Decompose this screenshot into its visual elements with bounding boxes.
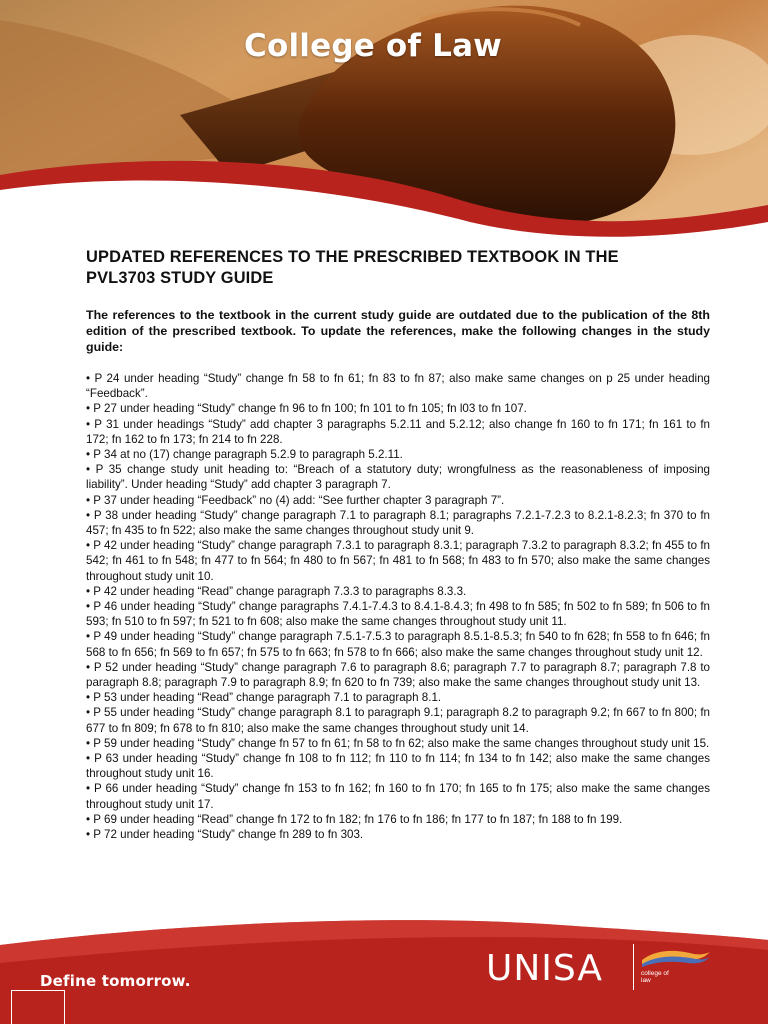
list-item: • P 63 under heading “Study” change fn 108 to fn 112; fn 110 to fn 114; fn 134 to fn 142; also make the same changes throughout study unit 16. (86, 752, 710, 781)
list-item: • P 59 under heading “Study” change fn 57 to fn 61; fn 58 to fn 62; also make the same changes throughout study unit 15. (86, 736, 710, 750)
document-title-line: UPDATED REFERENCES TO THE PRESCRIBED TEXTBOOK IN THE (86, 248, 619, 266)
list-item: • P 31 under headings “Study” add chapter 3 paragraphs 5.2.11 and 5.2.12; also change fn 160 to fn 171; fn 161 to fn 172; fn 162 to fn 173; fn 214 to fn 228. (86, 417, 710, 446)
corner-frame (11, 990, 65, 1024)
change-list (86, 371, 710, 842)
college-of-law-title: College of Law (244, 28, 503, 64)
document-title-line: PVL3703 STUDY GUIDE (86, 269, 274, 287)
unisa-flag-icon (640, 946, 712, 968)
logo-divider (633, 944, 634, 990)
list-item: • P 53 under heading “Read” change paragraph 7.1 to paragraph 8.1. (86, 691, 442, 705)
list-item: • P 34 at no (17) change paragraph 5.2.9 to paragraph 5.2.11. (86, 448, 403, 462)
document-body (86, 247, 710, 842)
list-item: • P 46 under heading “Study” change paragraphs 7.4.1-7.4.3 to 8.4.1-8.4.3; fn 498 to fn 585; fn 502 to fn 589; fn 506 to fn 593; fn 510 to fn 597; fn 521 to fn 608; also make the same changes throughout study unit 11. (86, 600, 710, 629)
list-item: • P 42 under heading “Study” change paragraph 7.3.1 to paragraph 8.3.1; paragraph 7.3.2 to paragraph 8.3.2; fn 455 to fn 542; fn 461 to fn 548; fn 477 to fn 564; fn 480 to fn 567; fn 481 to fn 568; fn 483 to fn 570; also make the same changes throughout study unit 10. (86, 539, 710, 583)
list-item: • P 27 under heading “Study” change fn 96 to fn 100; fn 101 to fn 105; fn l03 to fn 107. (86, 402, 527, 416)
list-item: • P 42 under heading “Read” change paragraph 7.3.3 to paragraphs 8.3.3. (86, 584, 467, 598)
list-item: • P 24 under heading “Study” change fn 58 to fn 61; fn 83 to fn 87; also make same changes on p 25 under heading “Feedback”. (86, 372, 710, 401)
header-banner (0, 0, 768, 245)
list-item: • P 35 change study unit heading to: “Breach of a statutory duty; wrongfulness as the reasonableness of imposing liability”. Under heading “Study” add chapter 3 paragraph 7. (86, 463, 710, 492)
list-item: • P 55 under heading “Study” change paragraph 8.1 to paragraph 9.1; paragraph 8.2 to paragraph 9.2; fn 667 to fn 800; fn 677 to fn 809; fn 678 to fn 810; also make the same changes throughout study unit 14. (86, 706, 710, 735)
list-item: • P 37 under heading “Feedback” no (4) add: “See further chapter 3 paragraph 7”. (86, 493, 505, 507)
college-caption-line: law (641, 977, 651, 984)
college-of-law-caption (641, 970, 681, 984)
list-item: • P 72 under heading “Study” change fn 289 to fn 303. (86, 828, 364, 842)
list-item: • P 52 under heading “Study” change paragraph 7.6 to paragraph 8.6; paragraph 7.7 to paragraph 8.7; paragraph 7.8 to paragraph 8.8; paragraph 7.9 to paragraph 8.9; fn 620 to fn 739; also make the same changes throughout study unit 13. (86, 660, 710, 690)
list-item: • P 49 under heading “Study” change paragraph 7.5.1-7.5.3 to paragraph 8.5.1-8.5.3; fn 540 to fn 628; fn 558 to fn 646; fn 568 to fn 656; fn 569 to fn 657; fn 575 to fn 663; fn 578 to fn 666; also make the same changes throughout study unit 12. (86, 630, 710, 659)
list-item: • P 66 under heading “Study” change fn 153 to fn 162; fn 160 to fn 170; fn 165 to fn 175; also make the same changes throughout study unit 17. (86, 782, 710, 811)
unisa-logo-text: UNISA (486, 948, 604, 989)
document-title (86, 247, 710, 289)
slogan: Define tomorrow. (40, 972, 191, 990)
list-item: • P 69 under heading “Read” change fn 172 to fn 182; fn 176 to fn 186; fn 177 to fn 187; fn 188 to fn 199. (86, 812, 623, 826)
list-item: • P 38 under heading “Study” change paragraph 7.1 to paragraph 8.1; paragraphs 7.2.1-7.2.3 to 8.2.1-8.2.3; fn 370 to fn 457; fn 435 to fn 522; also make the same changes throughout study unit 9. (86, 508, 710, 538)
intro-paragraph: The references to the textbook in the current study guide are outdated due to the publication of the 8th edition of the prescribed textbook. To update the references, make the following changes in the study guide: (86, 308, 710, 354)
college-caption-line: college of (641, 970, 669, 977)
